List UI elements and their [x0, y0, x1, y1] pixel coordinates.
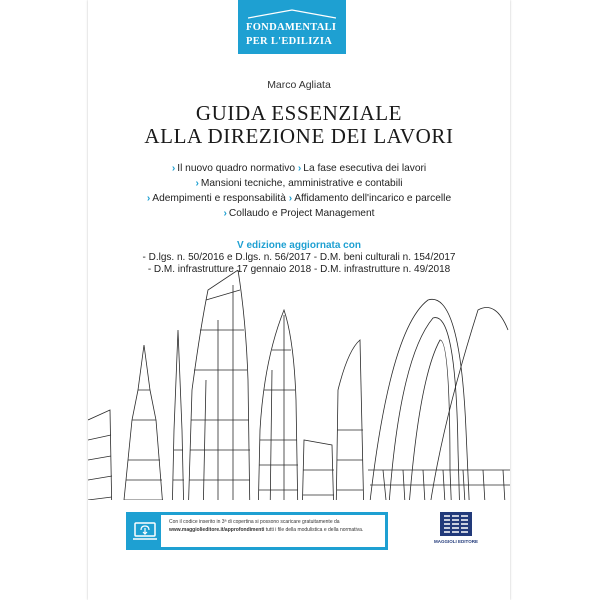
- bullet-icon: ›: [195, 178, 199, 189]
- house-icon: [248, 9, 336, 19]
- topic-item: Mansioni tecniche, amministrative e contabili: [200, 178, 403, 189]
- online-url: www.maggiolieditore.it/approfondimenti: [169, 527, 265, 533]
- download-box: [129, 515, 161, 547]
- edition-title: V edizione aggiornata con: [237, 240, 361, 251]
- bullet-icon: ›: [171, 163, 176, 174]
- bullet-icon: ›: [146, 193, 151, 204]
- cloud-download-icon: [129, 515, 161, 547]
- online-resources-box: [126, 512, 388, 550]
- skyline-illustration: [88, 270, 510, 520]
- author: Marco Agliata: [267, 79, 331, 91]
- edition-line-2: - D.M. infrastrutture 17 gennaio 2018 - D.M. infrastrutture n. 49/2018: [147, 264, 451, 275]
- bullet-icon: ›: [297, 163, 302, 174]
- series-line-1: FONDAMENTALI: [246, 22, 337, 33]
- topic-item: La fase esecutiva dei lavori: [303, 163, 427, 174]
- topics-list: [88, 161, 510, 221]
- publisher-logo: [434, 512, 478, 550]
- topic-item: Collaudo e Project Management: [228, 208, 375, 219]
- publisher-name: MAGGIOLI EDITORE: [434, 539, 478, 544]
- bullet-icon: ›: [288, 193, 293, 204]
- series-banner: [238, 0, 346, 54]
- bullet-icon: ›: [223, 208, 227, 219]
- maggioli-logo-icon: [440, 512, 472, 536]
- online-note: Con il codice inserito in 3ª di copertina si possono scaricare gratuitamente da www.maggiolieditore.it/approfondimenti tutti i file della modulistica e della normativa.: [169, 519, 364, 533]
- book-cover: [88, 0, 510, 600]
- topic-item: Affidamento dell'incarico e parcelle: [294, 193, 452, 204]
- series-line-2: PER L'EDILIZIA: [246, 36, 333, 47]
- edition-line-1: - D.lgs. n. 50/2016 e D.lgs. n. 56/2017 - D.M. beni culturali n. 154/2017: [142, 252, 456, 263]
- topic-item: Il nuovo quadro normativo: [177, 163, 296, 174]
- topic-item: Adempimenti e responsabilità: [152, 193, 286, 204]
- title-line-2: ALLA DIREZIONE DEI LAVORI: [144, 124, 454, 148]
- title-line-1: GUIDA ESSENZIALE: [195, 101, 403, 125]
